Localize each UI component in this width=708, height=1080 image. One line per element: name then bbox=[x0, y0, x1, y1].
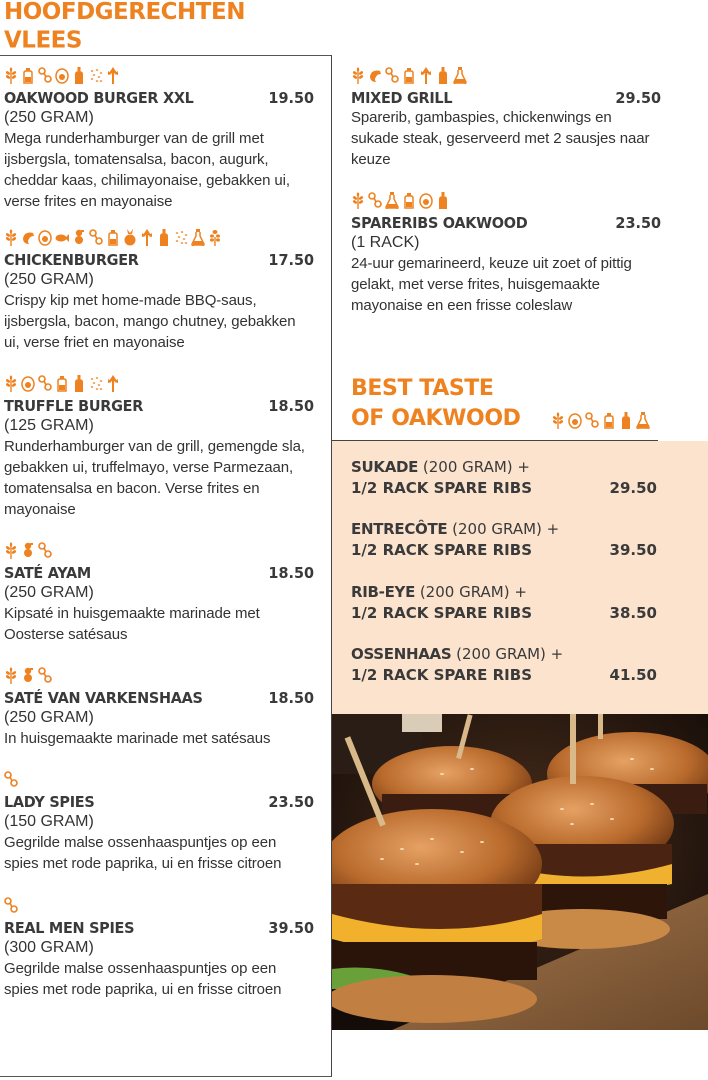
item-price: 17.50 bbox=[268, 251, 314, 269]
combo-line1 bbox=[351, 520, 657, 538]
item-price: 19.50 bbox=[268, 89, 314, 107]
allergen-icons bbox=[4, 539, 314, 561]
allergen-icons bbox=[4, 894, 314, 916]
combo-meat: ENTRECÔTE bbox=[351, 520, 448, 538]
best-taste-heading-line1: BEST TASTE bbox=[351, 376, 494, 401]
menu-item bbox=[4, 539, 314, 645]
section-heading bbox=[4, 0, 324, 55]
sauce-icon bbox=[436, 192, 450, 209]
bottle-icon bbox=[21, 67, 35, 84]
item-description: Sparerib, gambaspies, chickenwings en sukade steak, geserveerd met 2 sausjes naar keuze bbox=[351, 109, 650, 168]
item-description: In huisgemaakte marinade met satésaus bbox=[4, 730, 271, 747]
sauce-icon bbox=[72, 67, 86, 84]
menu-item bbox=[351, 64, 661, 170]
menu-item bbox=[4, 768, 314, 874]
wheat-icon bbox=[4, 667, 18, 684]
item-description: Runderhamburger van de grill, gemengde sla, gebakken ui, truffelmayo, verse Parmezaan, tomatensalsa en bacon. Verse frites en mayonaise bbox=[4, 438, 305, 518]
item-name: SATÉ AYAM bbox=[4, 564, 91, 582]
wheat-icon bbox=[351, 192, 365, 209]
item-name: TRUFFLE BURGER bbox=[4, 397, 144, 415]
item-price: 18.50 bbox=[268, 564, 314, 582]
soy-icon bbox=[21, 542, 35, 559]
celery-icon bbox=[140, 229, 154, 246]
soy-icon bbox=[72, 229, 86, 246]
item-description: Crispy kip met home-made BBQ-saus, ijsbergsla, bacon, mango chutney, gebakken ui, verse friet en mayonaise bbox=[4, 292, 296, 351]
menu-item bbox=[351, 189, 661, 316]
item-header bbox=[4, 397, 314, 415]
celery-root-icon bbox=[123, 229, 137, 246]
menu-item bbox=[4, 894, 314, 1000]
item-name: LADY SPIES bbox=[4, 793, 95, 811]
best-taste-heading-line2: OF OAKWOOD bbox=[351, 406, 521, 431]
burger-illustration bbox=[332, 714, 708, 1030]
section-heading-line2: VLEES bbox=[4, 27, 82, 54]
bottle-icon bbox=[106, 229, 120, 246]
wheat-icon bbox=[4, 542, 18, 559]
combo-weight: (200 GRAM) + bbox=[447, 520, 560, 538]
peanut-icon bbox=[585, 412, 599, 429]
section-heading-line1: HOOFDGERECHTEN bbox=[4, 0, 245, 25]
combo-price: 39.50 bbox=[609, 541, 657, 559]
wheat-icon bbox=[4, 67, 18, 84]
fish-icon bbox=[55, 229, 69, 246]
best-taste-allergen-icons bbox=[551, 409, 650, 431]
item-price: 18.50 bbox=[268, 397, 314, 415]
shrimp-icon bbox=[368, 67, 382, 84]
item-description: Mega runderhamburger van de grill met ijsbergsla, tomatensalsa, bacon, augurk, cheddar kaas, chilimayonaise, gebakken ui, verse frites en mayonaise bbox=[4, 130, 290, 210]
combo-ribs: 1/2 RACK SPARE RIBS bbox=[351, 479, 533, 497]
combo-meat: RIB-EYE bbox=[351, 583, 416, 601]
allergen-icons bbox=[4, 64, 314, 86]
item-weight: (250 GRAM) bbox=[4, 109, 94, 126]
celery-icon bbox=[106, 67, 120, 84]
item-header bbox=[351, 214, 661, 232]
combo-line2 bbox=[351, 541, 657, 559]
item-name: MIXED GRILL bbox=[351, 89, 453, 107]
item-weight: (150 GRAM) bbox=[4, 813, 94, 830]
item-header bbox=[4, 793, 314, 811]
menu-item bbox=[4, 372, 314, 520]
combo-price: 38.50 bbox=[609, 604, 657, 622]
item-weight: (250 GRAM) bbox=[4, 584, 94, 601]
combo-item bbox=[351, 583, 657, 622]
sulfite-icon bbox=[636, 412, 650, 429]
combo-line2 bbox=[351, 604, 657, 622]
item-name: SPARERIBS OAKWOOD bbox=[351, 214, 528, 232]
sauce-icon bbox=[157, 229, 171, 246]
menu-item bbox=[4, 64, 314, 212]
sulfite-icon bbox=[385, 192, 399, 209]
peanut-icon bbox=[385, 67, 399, 84]
sesame-icon bbox=[174, 229, 188, 246]
item-price: 18.50 bbox=[268, 689, 314, 707]
item-name: SATÉ VAN VARKENSHAAS bbox=[4, 689, 203, 707]
celery-icon bbox=[419, 67, 433, 84]
item-header bbox=[4, 251, 314, 269]
item-description: 24-uur gemarineerd, keuze uit zoet of pittig gelakt, met verse frites, huisgemaakte mayonaise en een frisse coleslaw bbox=[351, 255, 632, 314]
combo-price: 29.50 bbox=[609, 479, 657, 497]
peanut-icon bbox=[38, 667, 52, 684]
combo-ribs: 1/2 RACK SPARE RIBS bbox=[351, 541, 533, 559]
menu-item bbox=[4, 664, 314, 749]
combo-line1 bbox=[351, 583, 657, 601]
allergen-icons bbox=[351, 64, 661, 86]
combo-price: 41.50 bbox=[609, 666, 657, 684]
egg-icon bbox=[38, 229, 52, 246]
item-price: 23.50 bbox=[615, 214, 661, 232]
peanut-icon bbox=[4, 897, 18, 914]
menu-item bbox=[4, 226, 314, 353]
item-header bbox=[4, 564, 314, 582]
allergen-icons bbox=[4, 664, 314, 686]
allergen-icons bbox=[4, 372, 314, 394]
soy-icon bbox=[21, 667, 35, 684]
peanut-icon bbox=[89, 229, 103, 246]
wheat-icon bbox=[351, 67, 365, 84]
item-description: Gegrilde malse ossenhaaspuntjes op een spies met rode paprika, ui en frisse citroen bbox=[4, 960, 282, 998]
combo-ribs: 1/2 RACK SPARE RIBS bbox=[351, 666, 533, 684]
item-description: Gegrilde malse ossenhaaspuntjes op een spies met rode paprika, ui en frisse citroen bbox=[4, 834, 282, 872]
peanut-icon bbox=[38, 542, 52, 559]
combo-item bbox=[351, 458, 657, 497]
peanut-icon bbox=[368, 192, 382, 209]
wheat-icon bbox=[4, 375, 18, 392]
sulfite-icon bbox=[453, 67, 467, 84]
combo-weight: (200 GRAM) + bbox=[418, 458, 530, 476]
celery-icon bbox=[106, 375, 120, 392]
combo-meat: SUKADE bbox=[351, 458, 419, 476]
sulfite-icon bbox=[191, 229, 205, 246]
item-header bbox=[351, 89, 661, 107]
bottle-icon bbox=[55, 375, 69, 392]
egg-icon bbox=[21, 375, 35, 392]
item-header bbox=[4, 89, 314, 107]
item-weight: (250 GRAM) bbox=[4, 709, 94, 726]
combo-ribs: 1/2 RACK SPARE RIBS bbox=[351, 604, 533, 622]
lupine-icon bbox=[208, 229, 222, 246]
egg-icon bbox=[419, 192, 433, 209]
sesame-icon bbox=[89, 67, 103, 84]
item-price: 23.50 bbox=[268, 793, 314, 811]
item-price: 29.50 bbox=[615, 89, 661, 107]
allergen-icons bbox=[4, 768, 314, 790]
bottle-icon bbox=[402, 192, 416, 209]
item-name: CHICKENBURGER bbox=[4, 251, 139, 269]
item-weight: (125 GRAM) bbox=[4, 417, 94, 434]
peanut-icon bbox=[38, 67, 52, 84]
sauce-icon bbox=[619, 412, 633, 429]
allergen-icons bbox=[351, 189, 661, 211]
item-description: Kipsaté in huisgemaakte marinade met Oosterse satésaus bbox=[4, 605, 260, 643]
combo-line1 bbox=[351, 458, 657, 476]
combo-weight: (200 GRAM) + bbox=[415, 583, 527, 601]
item-name: OAKWOOD BURGER XXL bbox=[4, 89, 194, 107]
item-header bbox=[4, 689, 314, 707]
combo-line1 bbox=[351, 645, 657, 663]
peanut-icon bbox=[38, 375, 52, 392]
egg-icon bbox=[568, 412, 582, 429]
combo-item bbox=[351, 520, 657, 559]
combo-line2 bbox=[351, 479, 657, 497]
item-weight: (1 RACK) bbox=[351, 234, 420, 251]
peanut-icon bbox=[4, 771, 18, 788]
item-header bbox=[4, 919, 314, 937]
wheat-icon bbox=[551, 412, 565, 429]
combo-item bbox=[351, 645, 657, 684]
sauce-icon bbox=[72, 375, 86, 392]
divider-top bbox=[0, 55, 332, 56]
divider-bottom bbox=[0, 1076, 332, 1077]
combo-line2 bbox=[351, 666, 657, 684]
shrimp-icon bbox=[21, 229, 35, 246]
wheat-icon bbox=[4, 229, 18, 246]
combo-weight: (200 GRAM) + bbox=[451, 645, 564, 663]
bottle-icon bbox=[602, 412, 616, 429]
bottle-icon bbox=[402, 67, 416, 84]
egg-icon bbox=[55, 67, 69, 84]
sesame-icon bbox=[89, 375, 103, 392]
item-price: 39.50 bbox=[268, 919, 314, 937]
combo-meat: OSSENHAAS bbox=[351, 645, 452, 663]
allergen-icons bbox=[4, 226, 314, 248]
burger-photo bbox=[332, 714, 708, 1030]
sauce-icon bbox=[436, 67, 450, 84]
item-name: REAL MEN SPIES bbox=[4, 919, 135, 937]
item-weight: (300 GRAM) bbox=[4, 939, 94, 956]
item-weight: (250 GRAM) bbox=[4, 271, 94, 288]
